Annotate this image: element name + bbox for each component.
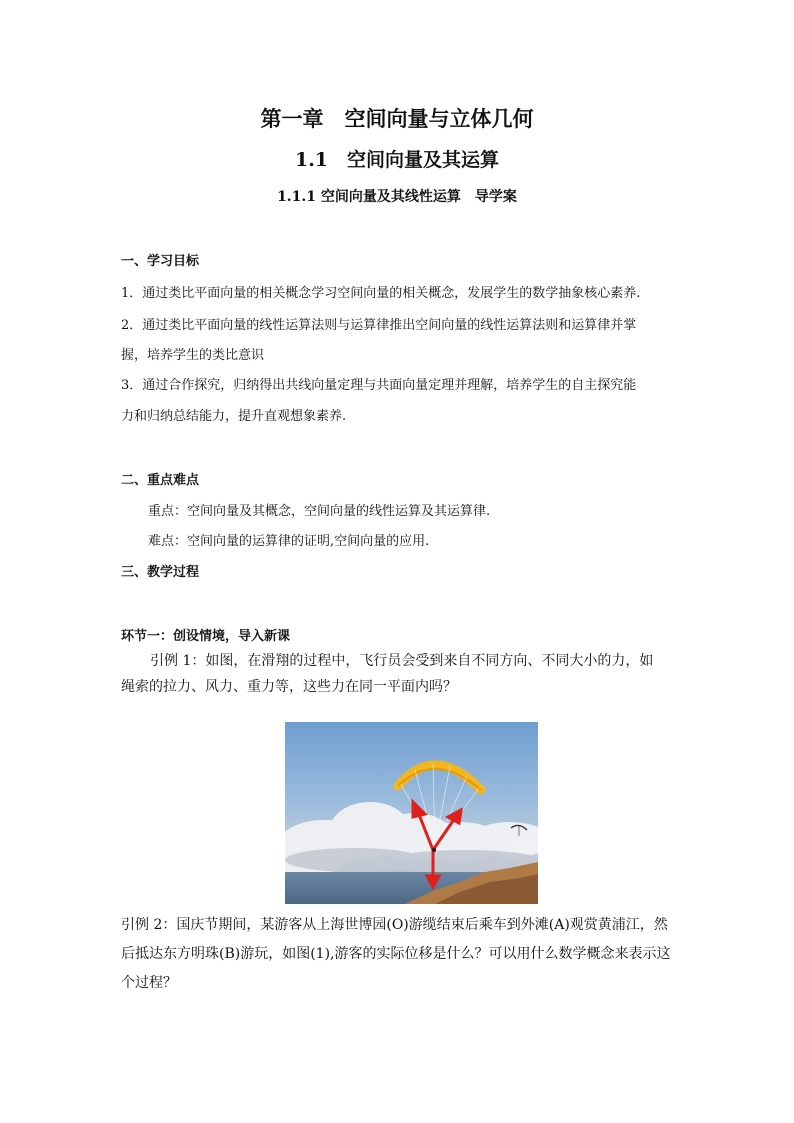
goal-item-1: 1．通过类比平面向量的相关概念学习空间向量的相关概念，发展学生的数学抽象核心素养. (121, 286, 641, 301)
example1-line-1: 引例 1：如图，在滑翔的过程中，飞行员会受到来自不同方向、不同大小的力，如 (150, 653, 654, 669)
example2-line-1: 引例 2：国庆节期间，某游客从上海世博园(O)游缆结束后乘车到外滩(A)观赏黄浦江，然 (121, 917, 668, 933)
process-heading: 三、教学过程 (121, 565, 200, 580)
key-points-heading: 二、重点难点 (121, 473, 200, 488)
goal-item-3-line-2: 力和归纳总结能力，提升直观想象素养. (121, 409, 347, 424)
section-title: 1.1 空间向量及其运算 (294, 149, 500, 171)
goals-heading: 一、学习目标 (121, 254, 200, 269)
example2-line-3: 个过程？ (121, 975, 177, 991)
goal-item-2-line-1: 2．通过类比平面向量的线性运算法则与运算律推出空间向量的线性运算法则和运算律并掌 (121, 318, 637, 333)
chapter-title: 第一章 空间向量与立体几何 (260, 106, 534, 131)
paraglider-photo (285, 722, 538, 904)
goal-item-2-line-2: 握，培养学生的类比意识 (121, 348, 265, 363)
step1-heading: 环节一：创设情境，导入新课 (121, 629, 291, 644)
key-difficulty: 难点：空间向量的运算律的证明,空间向量的应用. (148, 534, 430, 549)
subsection-title: 1.1.1 空间向量及其线性运算 导学案 (277, 189, 517, 205)
goal-item-3-line-1: 3．通过合作探究，归纳得出共线向量定理与共面向量定理并理解，培养学生的自主探究能 (121, 378, 637, 393)
example2-line-2: 后抵达东方明珠(B)游玩，如图(1),游客的实际位移是什么？可以用什么数学概念来表示这 (121, 946, 671, 962)
key-focus: 重点：空间向量及其概念，空间向量的线性运算及其运算律. (148, 504, 491, 519)
example1-line-2: 绳索的拉力、风力、重力等，这些力在同一平面内吗？ (121, 679, 457, 695)
